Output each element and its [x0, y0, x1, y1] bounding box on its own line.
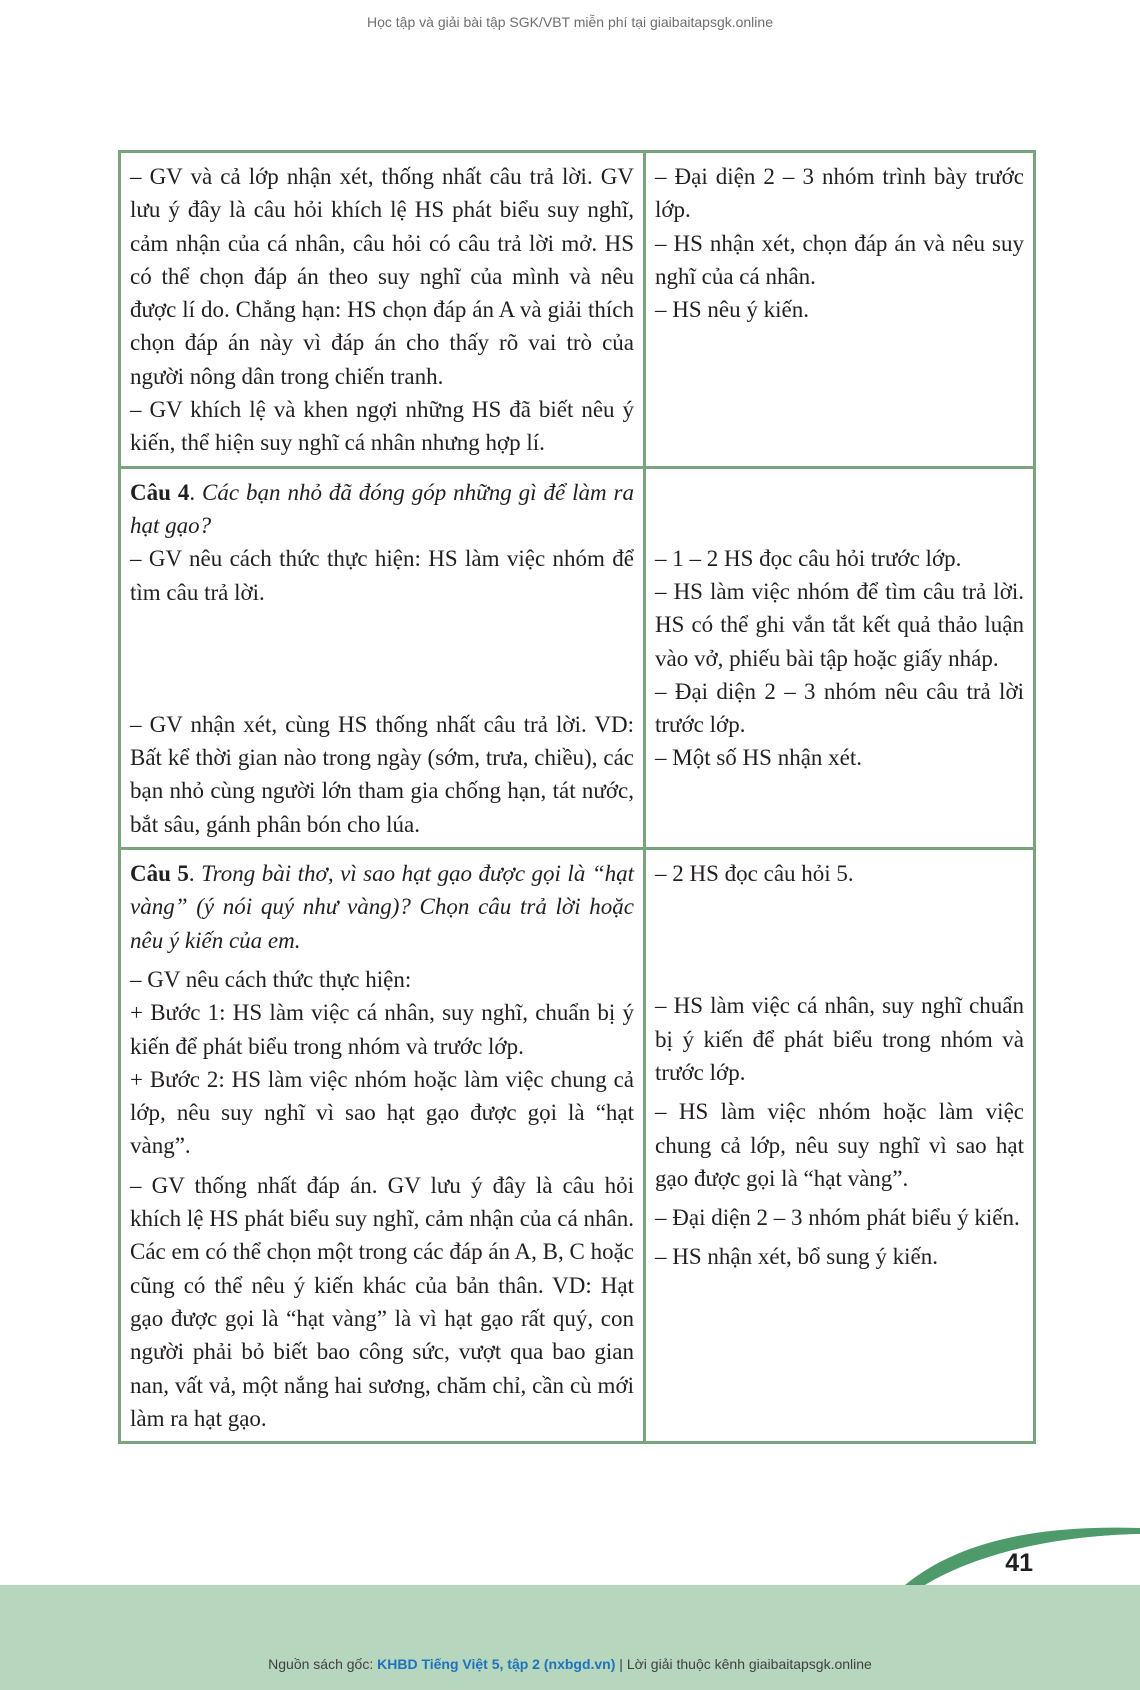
question-heading: Câu 5. Trong bài thơ, vì sao hạt gạo được gọi là “hạt vàng” (ý nói quý như vàng)? Chọn câu trả lời hoặc nêu ý kiến của em.: [130, 861, 634, 953]
question-text: Các bạn nhỏ đã đóng góp những gì để làm ra hạt gạo?: [130, 479, 634, 538]
paragraph: – GV và cả lớp nhận xét, thống nhất câu trả lời. GV lưu ý đây là câu hỏi khích lệ HS phát biểu suy nghĩ, cảm nhận của cá nhân, câu hỏi có câu trả lời mở. HS có thể chọn đáp án theo suy nghĩ của mình và nêu được lí do. Chẳng hạn: HS chọn đáp án A và giải thích chọn đáp án này vì đáp án cho thấy rõ vai trò của người nông dân trong chiến tranh.: [130, 164, 634, 389]
footer-prefix: Nguồn sách gốc:: [268, 1656, 374, 1672]
paragraph: – Đại diện 2 – 3 nhóm phát biểu ý kiến.: [655, 1205, 1020, 1231]
source-link[interactable]: KHBD Tiếng Việt 5, tập 2 (nxbgd.vn): [377, 1656, 616, 1672]
paragraph: – GV nhận xét, cùng HS thống nhất câu trả lời. VD: Bất kể thời gian nào trong ngày (sớm, trưa, chiều), các bạn nhỏ cùng người lớn tham gia chống hạn, tát nước, bắt sâu, gánh phân bón cho lúa.: [130, 711, 634, 837]
paragraph: – HS làm việc nhóm hoặc làm việc chung cả lớp, nêu suy nghĩ vì sao hạt gạo được gọi là “hạt vàng”.: [655, 1099, 1024, 1191]
decorative-swoosh: [0, 1520, 1140, 1590]
footer-suffix: Lời giải thuộc kênh giaibaitapsgk.online: [626, 1656, 872, 1672]
paragraph: – HS nhận xét, chọn đáp án và nêu suy nghĩ của cá nhân.: [655, 230, 1024, 289]
paragraph: – HS làm việc nhóm để tìm câu trả lời. HS có thể ghi vắn tắt kết quả thảo luận vào vở, phiếu bài tập hoặc giấy nháp.: [655, 578, 1024, 671]
paragraph: – GV nêu cách thức thực hiện:: [130, 966, 412, 992]
table-row: [120, 849, 1035, 1443]
source-footer: [0, 1656, 1140, 1672]
student-activity-cell: [645, 849, 1035, 1443]
paragraph: – GV thống nhất đáp án. GV lưu ý đây là câu hỏi khích lệ HS phát biểu suy nghĩ, cảm nhận của cá nhân. Các em có thể chọn một trong các đáp án A, B, C hoặc cũng có thể nêu ý kiến khác của bản thân. VD: Hạt gạo được gọi là “hạt vàng” là vì hạt gạo rất quý, con người phải bỏ biết bao công sức, vượt qua bao gian nan, vất vả, một nắng hai sương, chăm chỉ, cần cù mới làm ra hạt gạo.: [130, 1172, 634, 1431]
paragraph: – GV nêu cách thức thực hiện: HS làm việc nhóm để tìm câu trả lời.: [130, 546, 634, 605]
paragraph: – 2 HS đọc câu hỏi 5.: [655, 861, 854, 887]
top-note: Học tập và giải bài tập SGK/VBT miễn phí tại giaibaitapsgk.online: [367, 14, 773, 30]
question-text: Trong bài thơ, vì sao hạt gạo được gọi là “hạt vàng” (ý nói quý như vàng)? Chọn câu trả lời hoặc nêu ý kiến của em.: [130, 861, 634, 953]
question-label: Câu 4: [130, 479, 190, 505]
paragraph: + Bước 1: HS làm việc cá nhân, suy nghĩ, chuẩn bị ý kiến để phát biểu trong nhóm và trước lớp.: [130, 1000, 634, 1059]
paragraph: – HS làm việc cá nhân, suy nghĩ chuẩn bị ý kiến để phát biểu trong nhóm và trước lớp.: [655, 993, 1024, 1085]
paragraph: – Đại diện 2 – 3 nhóm trình bày trước lớp.: [655, 164, 1024, 223]
student-activity-cell: [645, 467, 1035, 848]
paragraph: – HS nhận xét, bổ sung ý kiến.: [655, 1244, 939, 1270]
paragraph: – HS nêu ý kiến.: [655, 297, 809, 323]
teacher-activity-cell: [120, 152, 645, 468]
paragraph: – Đại diện 2 – 3 nhóm nêu câu trả lời trước lớp.: [655, 678, 1024, 738]
table-row: [120, 467, 1035, 848]
footer-separator: |: [619, 1656, 623, 1672]
paragraph: – 1 – 2 HS đọc câu hỏi trước lớp.: [655, 545, 962, 571]
question-heading: Câu 4. Các bạn nhỏ đã đóng góp những gì để làm ra hạt gạo?: [130, 479, 634, 538]
table-row: [120, 152, 1035, 468]
lesson-table: [118, 150, 1036, 1444]
footer-band: [0, 1585, 1140, 1690]
question-label: Câu 5: [130, 861, 189, 887]
paragraph: – GV khích lệ và khen ngợi những HS đã biết nêu ý kiến, thể hiện suy nghĩ cá nhân nhưng hợp lí.: [130, 397, 634, 456]
paragraph: + Bước 2: HS làm việc nhóm hoặc làm việc chung cả lớp, nêu suy nghĩ vì sao hạt gạo được gọi là “hạt vàng”.: [130, 1066, 634, 1159]
student-activity-cell: [645, 152, 1035, 468]
teacher-activity-cell: [120, 467, 645, 848]
teacher-activity-cell: [120, 849, 645, 1443]
page-number: 41: [1005, 1549, 1033, 1577]
paragraph: – Một số HS nhận xét.: [655, 745, 862, 771]
